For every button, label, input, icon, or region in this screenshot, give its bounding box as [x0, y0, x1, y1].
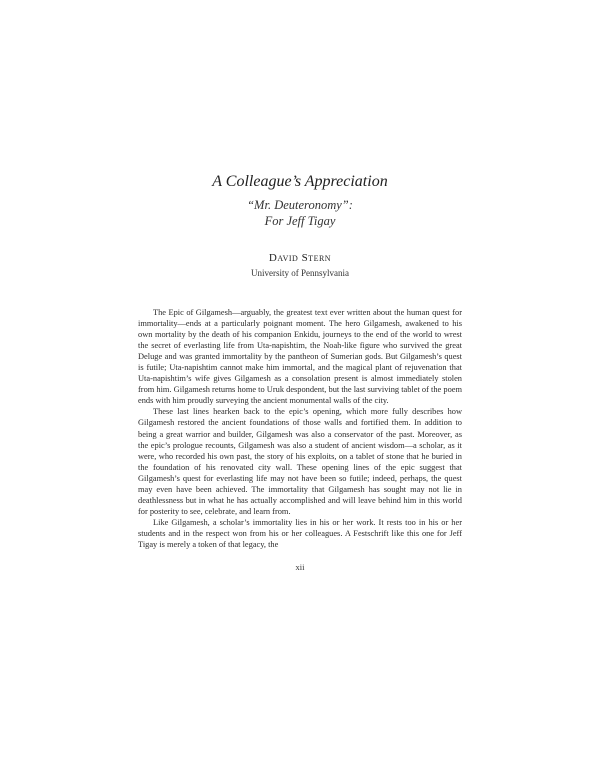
subtitle — [0, 197, 600, 229]
body-text — [138, 307, 462, 550]
page-title: A Colleague’s Appreciation — [212, 173, 388, 190]
author-affiliation: University of Pennsylvania — [251, 268, 349, 278]
paragraph-2: These last lines hearken back to the epic’s opening, which more fully describes how Gilgamesh restored the ancient foundations of those walls and fortified them. In addition to being a great warrior and builder, Gilgamesh was also a conservator of the past. Moreover, as the epic’s prologue recounts, Gilgamesh was also a student of ancient wisdom—a scholar, as it were, who recorded his own past, the story of his exploits, on a tablet of stone that he buried in the foundation of his renovated city wall. These opening lines of the epic suggest that Gilgamesh’s quest for everlasting life may not have been so futile; indeed, perhaps, the quest may even have been achieved. The immortality that Gilgamesh has sought may not lie in deathlessness but in what he has actually accomplished and will leave behind him in this world for posterity to see, celebrate, and learn from. — [138, 407, 462, 516]
paragraph-1: The Epic of Gilgamesh—arguably, the greatest text ever written about the human quest for immortality—ends at a particularly poignant moment. The hero Gilgamesh, awakened to his own mortality by the death of his companion Enkidu, journeys to the end of the world to wrest the secret of everlasting life from Uta-napishtim, the Noah-like figure who survived the great Deluge and was granted immortality by the pantheon of Sumerian gods. But Gilgamesh’s quest is futile; Uta-napishtim cannot make him immortal, and the magical plant of rejuvenation that Uta-napishtim’s wife gives Gilgamesh as a consolation present is almost immediately stolen from him. Gilgamesh returns home to Uruk despondent, but the last surviving tablet of the poem ends with him proudly surveying the ancient monumental walls of the city. — [138, 308, 462, 406]
subtitle-line-1: “Mr. Deuteronomy”: — [247, 198, 353, 212]
subtitle-line-2: For Jeff Tigay — [264, 214, 336, 228]
heading-block — [0, 172, 600, 279]
paragraph-3: Like Gilgamesh, a scholar’s immortality lies in his or her work. It rests too in his or her students and in the respect won from his or her colleagues. A Festschrift like this one for Jeff Tigay is merely a token of that legacy, the — [138, 517, 462, 549]
author-name: David Stern — [268, 252, 332, 264]
page-number: xii — [295, 562, 305, 572]
